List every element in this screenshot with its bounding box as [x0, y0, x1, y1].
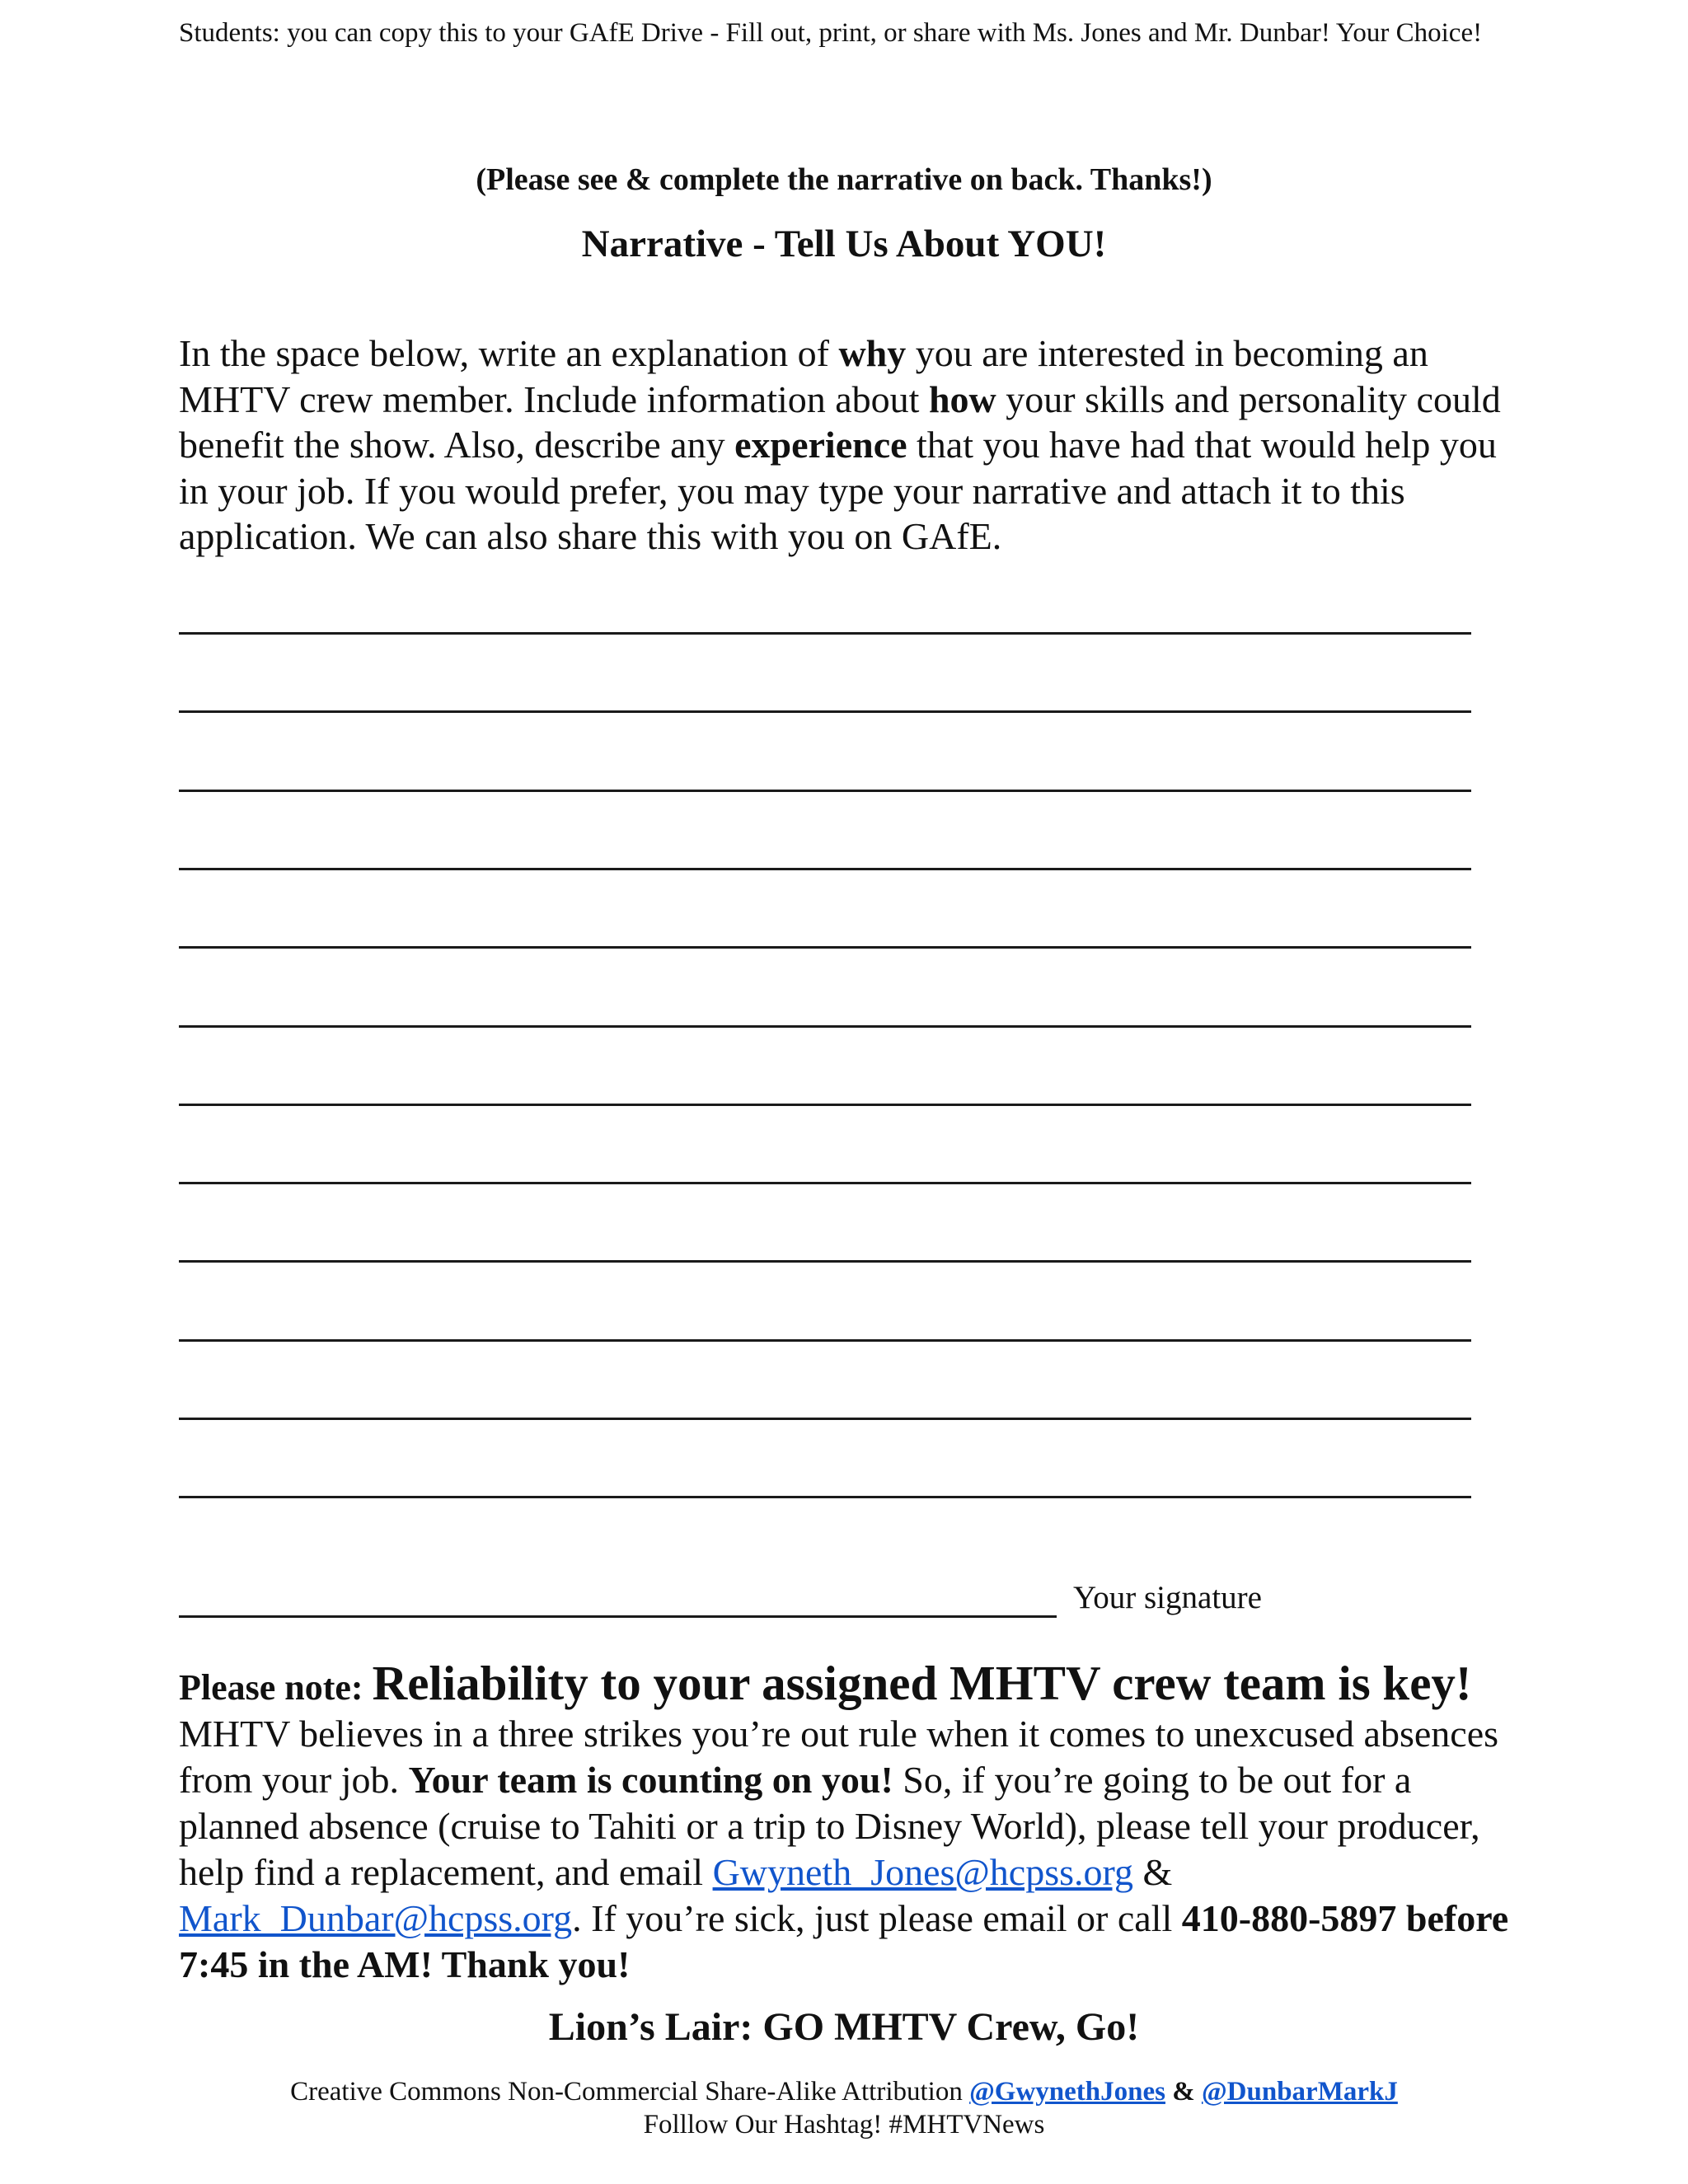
- instructions-text-4: that you have had that would help you in your job. If you would prefer, you may type your narrative and attach it to this application. We can also share this with you on GAfE.: [179, 424, 1497, 557]
- narrative-title: Narrative - Tell Us About YOU!: [581, 223, 1107, 265]
- instructions-text-3: your skills and personality could benefit the show. Also, describe any: [179, 377, 1501, 466]
- narrative-blank-line[interactable]: [179, 1025, 1471, 1028]
- email-link-gwyneth-jones[interactable]: Gwyneth_Jones@hcpss.org: [712, 1851, 1133, 1893]
- narrative-blank-line[interactable]: [179, 1496, 1471, 1498]
- narrative-blank-line[interactable]: [179, 710, 1471, 713]
- narrative-blank-line[interactable]: [179, 1260, 1471, 1263]
- twitter-link-gwyneth[interactable]: [969, 2077, 1165, 2107]
- credits-amp: &: [1165, 2077, 1202, 2107]
- policy-text-1: MHTV believes in a three strikes you’re out rule when it comes to unexcused absences from your job.: [179, 1713, 1499, 1801]
- signature-line[interactable]: [179, 1615, 1057, 1618]
- twitter-link-dunbar[interactable]: [1202, 2077, 1398, 2107]
- email-link-mark-dunbar[interactable]: Mark_Dunbar@hcpss.org: [179, 1897, 573, 1939]
- instructions-why: why: [838, 332, 907, 374]
- credits-license-line: [0, 2075, 1688, 2108]
- twitter-handle-dunbar: @DunbarMarkJ: [1201, 2077, 1398, 2107]
- license-text: Creative Commons Non-Commercial Share-Alike Attribution: [290, 2077, 970, 2107]
- narrative-blank-line[interactable]: [179, 790, 1471, 792]
- instructions-text-2: you are interested in becoming an MHTV crew member. Include information about: [179, 332, 1428, 420]
- twitter-handle-gwyneth: @GwynethJones: [969, 2077, 1165, 2107]
- signature-label: Your signature: [1073, 1580, 1262, 1615]
- policy-emphasis: Your team is counting on you!: [408, 1759, 893, 1801]
- reliability-policy: [179, 1658, 1531, 1988]
- narrative-blank-line[interactable]: [179, 946, 1471, 949]
- hashtag-line: Folllow Our Hashtag! #MHTVNews: [643, 2110, 1045, 2139]
- policy-headline: Reliability to your assigned MHTV crew team is key!: [372, 1656, 1472, 1710]
- policy-note-label: Please note:: [179, 1667, 373, 1708]
- narrative-blank-line[interactable]: [179, 1104, 1471, 1106]
- instructions-text-1: In the space below, write an explanation of: [179, 332, 839, 374]
- narrative-blank-line[interactable]: [179, 1418, 1471, 1420]
- policy-closing: 410-880-5897 before 7:45 in the AM! Thank you!: [179, 1897, 1509, 1985]
- narrative-blank-line[interactable]: [179, 632, 1471, 635]
- credits-footer: [0, 2075, 1688, 2141]
- policy-amp: &: [1133, 1851, 1173, 1893]
- narrative-blank-line[interactable]: [179, 1182, 1471, 1184]
- header-note: Students: you can copy this to your GAfE Drive - Fill out, print, or share with Ms. Jones and Mr. Dunbar! Your Choice!: [179, 18, 1483, 48]
- instructions-experience: experience: [734, 424, 907, 466]
- narrative-blank-line[interactable]: [179, 1339, 1471, 1342]
- narrative-blank-line[interactable]: [179, 868, 1471, 870]
- policy-text-2: So, if you’re going to be out for a planned absence (cruise to Tahiti or a trip to Disney World), please tell your producer, help find a replacement, and email: [179, 1759, 1480, 1893]
- instructions-how: how: [928, 377, 996, 420]
- narrative-instructions: [179, 330, 1531, 560]
- policy-text-3: . If you’re sick, just please email or call: [572, 1897, 1182, 1939]
- back-page-instruction: (Please see & complete the narrative on back. Thanks!): [476, 162, 1212, 197]
- closing-slogan: Lion’s Lair: GO MHTV Crew, Go!: [548, 2005, 1140, 2049]
